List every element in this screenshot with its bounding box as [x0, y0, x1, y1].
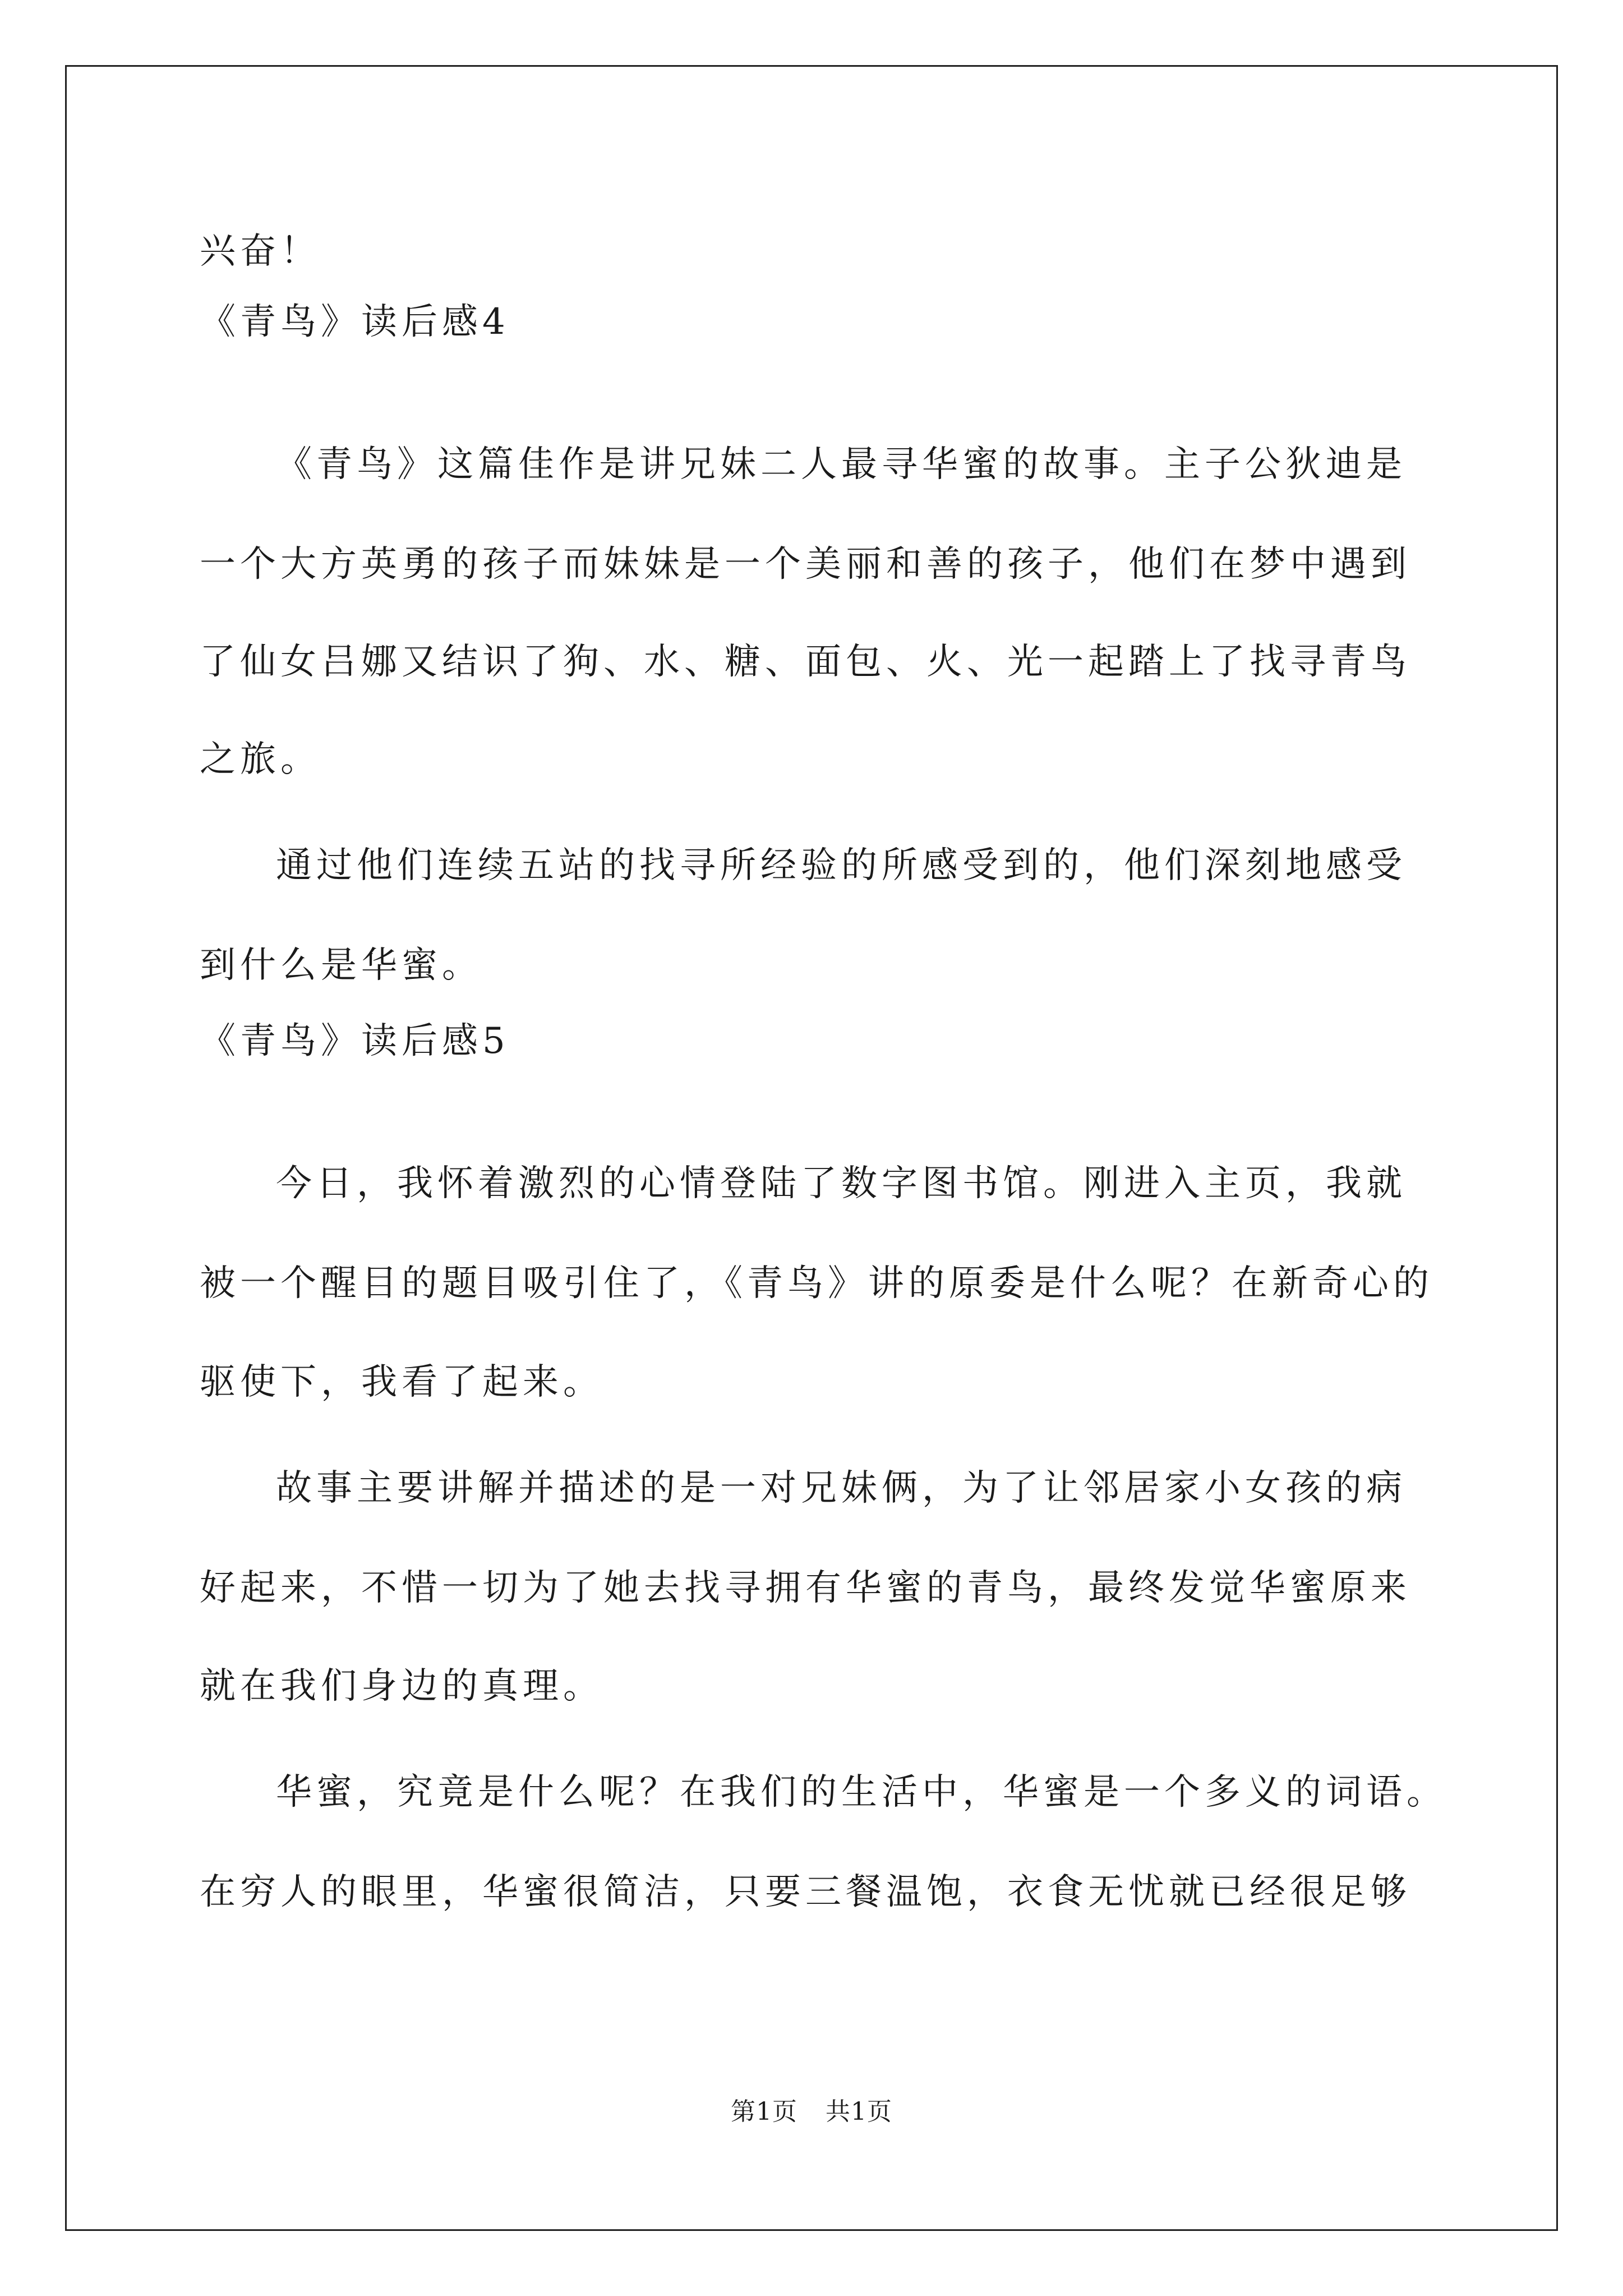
- paragraph-line: 了仙女吕娜又结识了狗、水、糖、面包、火、光一起踏上了找寻青鸟: [200, 641, 1411, 683]
- paragraph-line: 之旅。: [200, 739, 321, 780]
- paragraph-line: 故事主要讲解并描述的是一对兄妹俩，为了让邻居家小女孩的病: [276, 1467, 1407, 1509]
- paragraph-line: 一个大方英勇的孩子而妹妹是一个美丽和善的孩子，他们在梦中遇到: [200, 544, 1411, 585]
- page-total: 共1页: [826, 2097, 892, 2126]
- paragraph-line: 被一个醒目的题目吸引住了，《青鸟》讲的原委是什么呢？在新奇心的: [200, 1263, 1433, 1304]
- paragraph-line: 今日，我怀着激烈的心情登陆了数字图书馆。刚进入主页，我就: [276, 1163, 1407, 1204]
- page-number: 第1页: [731, 2097, 797, 2126]
- section-heading: 《青鸟》读后感4: [200, 301, 510, 343]
- paragraph-line: 通过他们连续五站的找寻所经验的所感受到的，他们深刻地感受: [276, 845, 1407, 886]
- paragraph-line: 华蜜，究竟是什么呢？在我们的生活中，华蜜是一个多义的词语。: [276, 1772, 1447, 1813]
- paragraph-line: 好起来，不惜一切为了她去找寻拥有华蜜的青鸟，最终发觉华蜜原来: [200, 1567, 1411, 1609]
- paragraph-line: 到什么是华蜜。: [200, 945, 482, 986]
- section-heading: 《青鸟》读后感5: [200, 1020, 510, 1062]
- paragraph-line: 《青鸟》这篇佳作是讲兄妹二人最寻华蜜的故事。主子公狄迪是: [276, 444, 1407, 485]
- paragraph-line: 在穷人的眼里，华蜜很简洁，只要三餐温饱，衣食无忧就已经很足够: [200, 1871, 1411, 1913]
- page-footer: [0, 2096, 1623, 2128]
- text-line: 兴奋！: [200, 231, 321, 272]
- paragraph-line: 就在我们身边的真理。: [200, 1665, 603, 1707]
- paragraph-line: 驱使下，我看了起来。: [200, 1361, 603, 1403]
